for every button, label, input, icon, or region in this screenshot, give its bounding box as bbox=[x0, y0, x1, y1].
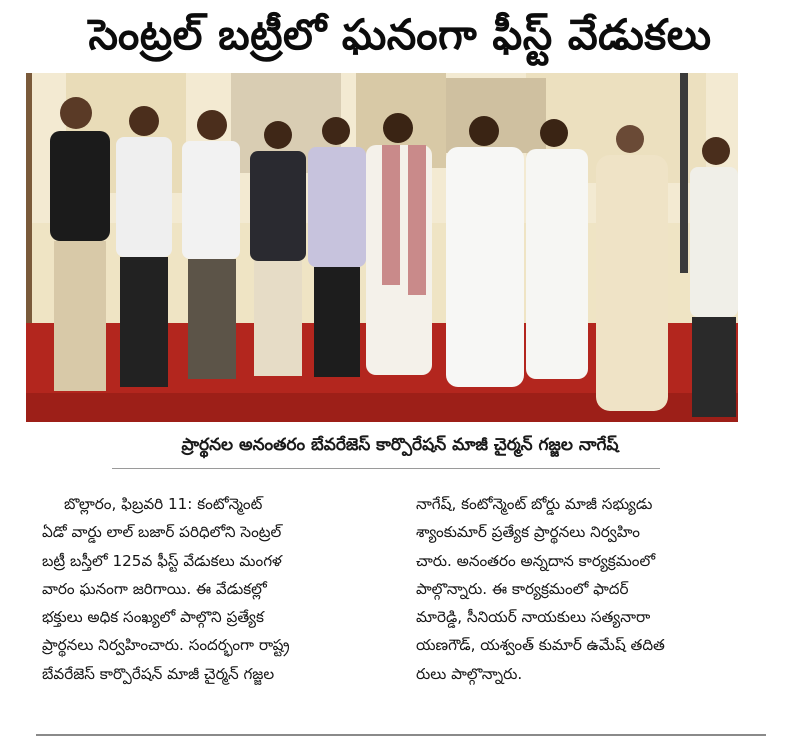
article-line: ఏడో వార్డు లాల్ బజార్ పరిధిలోని సెంట్రల్ bbox=[42, 523, 282, 542]
photo-caption: ప్రార్థనల అనంతరం బేవరేజెస్ కార్పొరేషన్ మాజీ చైర్మన్ గజ్జల నాగేష్ bbox=[181, 435, 619, 455]
article-column-left bbox=[42, 490, 382, 688]
article-line: యణగౌడ్, యశ్వంత్ కుమార్ ఉమేష్ తదిత bbox=[416, 636, 665, 655]
article-line: పాల్గొన్నారు. ఈ కార్యక్రమంలో ఫాదర్ bbox=[416, 579, 629, 598]
article-line: బట్రీ బస్తీలో 125వ ఫీస్ట్ వేడుకలు మంగళ bbox=[42, 551, 282, 570]
article-line: బేవరేజెస్ కార్పొరేషన్ మాజీ చైర్మన్ గజ్జల bbox=[42, 664, 275, 683]
headline: సెంట్రల్ బట్రీలో ఘనంగా ఫీస్ట్ వేడుకలు bbox=[88, 10, 712, 59]
article-line: రులు పాల్గొన్నారు. bbox=[416, 664, 523, 683]
news-photo bbox=[26, 73, 738, 422]
article-line: భక్తులు అధిక సంఖ్యలో పాల్గొని ప్రత్యేక bbox=[42, 608, 264, 627]
bottom-divider bbox=[36, 734, 766, 736]
article-line: వారం ఘనంగా జరిగాయి. ఈ వేడుకల్లో bbox=[42, 579, 267, 598]
article-line: మారెడ్డి, సీనియర్ నాయకులు సత్యనారా bbox=[416, 608, 651, 627]
caption-divider bbox=[112, 468, 660, 469]
article-line: శ్యాంకుమార్ ప్రత్యేక ప్రార్థనలు నిర్వహిం bbox=[416, 523, 640, 542]
article-line: చారు. అనంతరం అన్నదాన కార్యక్రమంలో bbox=[416, 551, 656, 570]
article-line: ప్రార్థనలు నిర్వహించారు. సందర్భంగా రాష్ట్ర bbox=[42, 636, 290, 655]
article-column-right bbox=[416, 490, 756, 688]
article-line: నాగేష్, కంటోన్మెంట్ బోర్డు మాజీ సభ్యుడు bbox=[416, 495, 653, 513]
article-line: బొల్లారం, ఫిబ్రవరి 11: కంటోన్మెంట్ bbox=[64, 495, 263, 513]
